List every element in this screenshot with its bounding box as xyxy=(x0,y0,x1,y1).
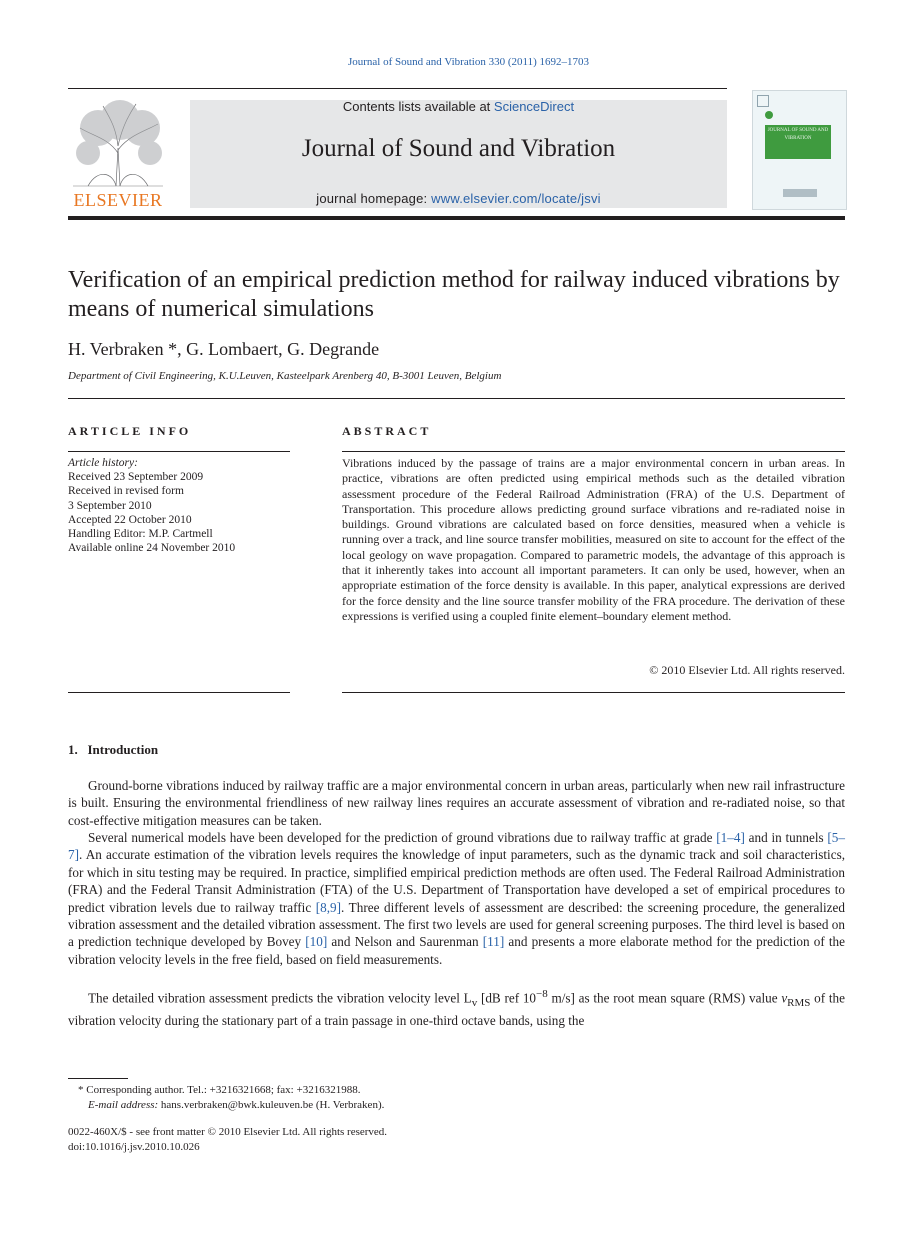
corresponding-author-note: * Corresponding author. Tel.: +3216321668; fax: +3216321988. xyxy=(78,1084,361,1096)
citation-link[interactable]: [5–7] xyxy=(68,830,845,863)
affiliation: Department of Civil Engineering, K.U.Leuven, Kasteelpark Arenberg 40, B-3001 Leuven, Belgium xyxy=(68,370,502,382)
history-item: 3 September 2010 xyxy=(68,499,152,512)
history-item: Received 23 September 2009 xyxy=(68,471,204,484)
article-info-rule xyxy=(68,451,290,452)
abstract-bottom-rule xyxy=(342,692,845,693)
citation-link[interactable]: [1–4] xyxy=(716,830,745,845)
contents-line: Contents lists available at ScienceDirect xyxy=(342,99,575,114)
cover-dot xyxy=(765,111,773,119)
history-label: Article history: xyxy=(68,457,138,469)
cover-publisher-mark xyxy=(783,189,817,197)
abstract-copyright: © 2010 Elsevier Ltd. All rights reserved. xyxy=(649,663,845,677)
footnote-rule xyxy=(68,1078,128,1079)
history-item: Accepted 22 October 2010 xyxy=(68,513,192,526)
citation-link[interactable]: [11] xyxy=(482,934,505,950)
section-heading-introduction: 1. Introduction xyxy=(68,742,159,757)
history-item: Available online 24 November 2010 xyxy=(68,542,236,555)
article-info-bottom-rule xyxy=(68,692,290,693)
homepage-line: journal homepage: www.elsevier.com/locate/jsvi xyxy=(316,191,601,206)
intro-paragraph-2: Several numerical models have been developed for the prediction of ground vibrations due to railway traffic at grade [1–4] and in tunnels [5–7]. An accurate estimation of the vibration levels requires the knowledge of input parameters, such as the dynamic track and soil characteristics, for which in situ testing may be required. In practice, simplified empirical prediction methods are often used. The Federal Railroad Administration (FRA) and the Federal Transit Administration (FTA) of the U.S. Department of Transportation have developed a set of empirical procedures to predict vibration levels due to railway traffic [8,9]. Three different levels of assessment are described: the screening procedure, the generalized vibration assessment and the detailed vibration assessment. The first two levels are used for general screening purposes. The third level is based on a prediction technique developed by Bovey [10] and Nelson and Saurenman [11] and presents a more elaborate method for the prediction of the vibration velocity levels in the free field, based on field measurements. xyxy=(68,830,845,967)
history-item: Handling Editor: M.P. Cartmell xyxy=(68,528,213,541)
article-title: Verification of an empirical prediction method for railway induced vibrations by means of numerical simulations xyxy=(68,267,840,322)
publisher-logo-text: ELSEVIER xyxy=(73,190,163,210)
intro-paragraph-1: Ground-borne vibrations induced by railway traffic are a major environmental concern in urban areas, particularly when new rail infrastructure is built. Ensuring the environmental friendliness of new railway lines requires an accurate assessment of vibration and re-radiated noise, so that cost-effective mitigation measures can be taken. xyxy=(68,778,845,828)
doi-note: doi:10.1016/j.jsv.2010.10.026 xyxy=(68,1141,200,1153)
citation-link[interactable]: [10] xyxy=(305,934,328,950)
abstract-rule xyxy=(342,451,845,452)
abstract-heading: ABSTRACT xyxy=(342,424,432,438)
homepage-link[interactable]: www.elsevier.com/locate/jsvi xyxy=(431,191,601,206)
article-info-heading: ARTICLE INFO xyxy=(68,424,192,438)
email-note: E-mail address: hans.verbraken@bwk.kuleuven.be (H. Verbraken). xyxy=(88,1099,385,1111)
article-history xyxy=(68,456,290,555)
front-matter-note: 0022-460X/$ - see front matter © 2010 Elsevier Ltd. All rights reserved. xyxy=(68,1126,388,1138)
history-item: Received in revised form xyxy=(68,485,184,498)
abstract-body: Vibrations induced by the passage of trains are a major environmental concern in urban areas. In practice, vibrations are often predicted using empirical methods such as the detailed vibration assessment procedure of the Federal Railroad Administration (FRA) of the U.S. Department of Transportation. This procedure allows predicting ground surface vibrations and re-radiated noise in buildings. Ground vibrations are calculated based on force densities, measured when a vehicle is running over a track, and line source transfer mobilities, measured on site to account for the effect of the local geology on wave propagation. Compared to parametric models, the advantage of this approach is that it inherently takes into account all important parameters. It can only be used, however, when an appropriate estimation of the force density is available. In this paper, analytical expressions are derived for the force density and the line source transfer mobility of the FRA procedure. The derivation of these expressions is verified using a coupled finite element–boundary element method. xyxy=(342,456,845,623)
cover-title-block: JOURNAL OF SOUND AND VIBRATION xyxy=(765,125,831,159)
sciencedirect-link[interactable]: ScienceDirect xyxy=(493,99,575,114)
journal-citation[interactable]: Journal of Sound and Vibration 330 (2011) 1692–1703 xyxy=(347,56,589,68)
journal-title: Journal of Sound and Vibration xyxy=(301,135,616,162)
title-rule xyxy=(68,398,845,399)
intro-paragraph-3: The detailed vibration assessment predicts the vibration velocity level $L_v$ [dB ref $10^{-8}$ m/s] as the root mean square (RMS) value $v_{RMS}$ of the vibration velocity during the stationary part of a train passage in one-third octave bands, using the xyxy=(68,988,845,1029)
citation-link[interactable]: [8,9] xyxy=(315,899,342,915)
cover-corner-mark xyxy=(757,95,769,107)
header-thick-rule xyxy=(68,216,845,220)
author-list: H. Verbraken *, G. Lombaert, G. Degrande xyxy=(68,339,380,359)
header-rule xyxy=(68,88,727,89)
